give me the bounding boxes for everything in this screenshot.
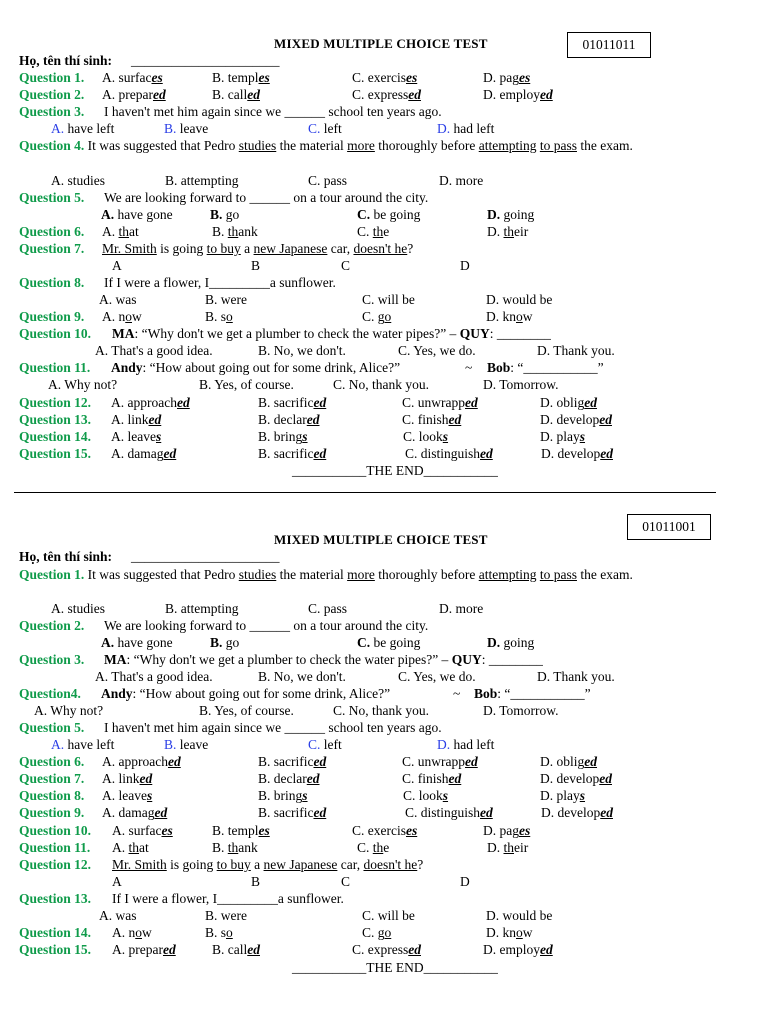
options-row	[0, 873, 768, 890]
option-d: D. Tomorrow.	[483, 703, 559, 718]
option-b: B. leave	[164, 737, 209, 752]
option-c: C. expressed	[352, 942, 421, 957]
question-label: Question 2.	[19, 87, 85, 102]
option-b: B. go	[210, 207, 240, 222]
question-text: Andy: “How about going out for some drink, Alice?”	[111, 360, 401, 375]
question-label: Question 11.	[19, 840, 91, 855]
option-d: D. more	[439, 173, 484, 188]
question-label: Question 13.	[19, 412, 92, 427]
question-label: Question 9.	[19, 309, 85, 324]
option-b: B. Yes, of course.	[199, 377, 294, 392]
end-line	[0, 959, 768, 976]
option-c: C. left	[308, 737, 342, 752]
option-a: A. surfaces	[102, 70, 163, 85]
end-line	[0, 462, 768, 479]
options-row	[0, 702, 768, 719]
option-d: D. their	[487, 840, 529, 855]
question-row	[0, 822, 768, 839]
option-d: D. going	[487, 635, 535, 650]
name-line	[0, 52, 768, 69]
option-c: C. will be	[362, 292, 415, 307]
option-b: B. sacrificed	[258, 805, 327, 820]
option-c: C. unwrapped	[402, 754, 478, 769]
option-c: C. left	[308, 121, 342, 136]
option-a: A. have gone	[101, 635, 173, 650]
question-row	[0, 651, 768, 668]
question-label: Question 15.	[19, 942, 92, 957]
option-b: B. called	[212, 87, 260, 102]
option-c: C. go	[362, 309, 392, 324]
question-label: Question 7.	[19, 771, 85, 786]
question-label: Question 5.	[19, 190, 85, 205]
question-text: Mr. Smith is going to buy a new Japanese car, doesn't he?	[102, 241, 414, 256]
option-a: A. That's a good idea.	[95, 343, 213, 358]
option-b: B. so	[205, 309, 233, 324]
question-text: Mr. Smith is going to buy a new Japanese car, doesn't he?	[112, 857, 424, 872]
question-text: If I were a flower, I_________a sunflower.	[104, 275, 336, 290]
options-row	[0, 291, 768, 308]
option-a: A. have gone	[101, 207, 173, 222]
option-d: D. plays	[540, 788, 586, 803]
option-c: C. looks	[403, 429, 449, 444]
option-d: D. Thank you.	[537, 343, 615, 358]
option-d: D. obliged	[540, 754, 598, 769]
question-row	[0, 856, 768, 873]
option-c: C. No, thank you.	[333, 703, 429, 718]
question-row: Question 1. It was suggested that Pedro studies the material more thoroughly before attempting to pass the exam.	[19, 567, 633, 582]
question-label: Question4.	[19, 686, 81, 701]
option-a: A	[112, 258, 122, 273]
option-d: D. know	[486, 309, 533, 324]
option-c: C. pass	[308, 173, 348, 188]
option-b: B. so	[205, 925, 233, 940]
option-c: C. Yes, we do.	[398, 343, 476, 358]
question-label: Question 14.	[19, 429, 92, 444]
option-c: C. be going	[357, 635, 421, 650]
option-c: C. finished	[402, 412, 462, 427]
option-b: B. thank	[212, 224, 258, 239]
option-a: A. Why not?	[34, 703, 104, 718]
option-d: D. had left	[437, 121, 495, 136]
option-d: D. developed	[540, 412, 612, 427]
option-a: A. linked	[102, 771, 153, 786]
option-b: B. go	[210, 635, 240, 650]
option-c: C. unwrapped	[402, 395, 478, 410]
option-c: C. be going	[357, 207, 421, 222]
end-text: ___________THE END___________	[292, 960, 498, 975]
option-b: B. declared	[258, 412, 320, 427]
options-row	[0, 342, 768, 359]
question-label: Question 12.	[19, 395, 92, 410]
option-c: C. distinguished	[405, 446, 493, 461]
option-c: C	[341, 874, 351, 889]
question-row	[0, 103, 768, 120]
test-code: 01011011	[567, 32, 651, 58]
options-row	[0, 376, 768, 393]
question-text: MA: “Why don't we get a plumber to check the water pipes?” – QUY: ________	[104, 652, 543, 667]
question-label: Question 4.	[19, 138, 85, 153]
option-a: A. surfaces	[112, 823, 173, 838]
question-row	[0, 189, 768, 206]
option-a: A. Why not?	[48, 377, 118, 392]
option-d: D. plays	[540, 429, 586, 444]
options-row	[0, 668, 768, 685]
question-label: Question 3.	[19, 652, 85, 667]
option-a: A. studies	[51, 173, 105, 188]
question-row	[0, 69, 768, 86]
question-row	[0, 240, 768, 257]
option-b: B. were	[205, 292, 247, 307]
option-c: C. exercises	[352, 823, 418, 838]
question-label: Question 14.	[19, 925, 92, 940]
option-c: C. Yes, we do.	[398, 669, 476, 684]
tilde-mark: ~	[465, 360, 473, 375]
option-b: B	[251, 874, 261, 889]
option-a: A. leaves	[102, 788, 153, 803]
question-text: We are looking forward to ______ on a tour around the city.	[104, 190, 429, 205]
name-line	[0, 548, 768, 565]
option-d: D. employed	[483, 87, 553, 102]
option-b: B. leave	[164, 121, 209, 136]
option-a: A. linked	[111, 412, 162, 427]
option-a: A. studies	[51, 601, 105, 616]
option-b: B. brings	[258, 788, 308, 803]
option-a: A. damaged	[111, 446, 177, 461]
option-b: B. attempting	[165, 173, 239, 188]
option-d: D	[460, 874, 470, 889]
option-a: A. approached	[111, 395, 190, 410]
question-label: Question 15.	[19, 446, 92, 461]
question-label: Question 6.	[19, 754, 85, 769]
option-a: A. now	[102, 309, 142, 324]
question-label: Question 9.	[19, 805, 85, 820]
option-c: C. expressed	[352, 87, 421, 102]
question-row	[0, 274, 768, 291]
question-row	[0, 804, 768, 821]
option-d: D. employed	[483, 942, 553, 957]
option-b: B	[251, 258, 261, 273]
option-d: D. Thank you.	[537, 669, 615, 684]
option-a: A	[112, 874, 122, 889]
option-a: A. have left	[51, 737, 115, 752]
test-code: 01011001	[627, 514, 711, 540]
option-d: D. their	[487, 224, 529, 239]
question-label: Question 7.	[19, 241, 85, 256]
name-blank: ______________________	[131, 53, 280, 68]
option-d: D. pages	[483, 70, 531, 85]
option-a: A. prepared	[112, 942, 176, 957]
question-label: Question 5.	[19, 720, 85, 735]
question-text: Andy: “How about going out for some drink, Alice?”	[101, 686, 391, 701]
option-a: A. leaves	[111, 429, 162, 444]
question-row	[0, 428, 768, 445]
option-d: D. developed	[541, 446, 613, 461]
question-label: Question 11.	[19, 360, 91, 375]
question-row	[0, 223, 768, 240]
test-title: MIXED MULTIPLE CHOICE TEST	[274, 36, 488, 51]
question-label: Question 6.	[19, 224, 85, 239]
response-text: Bob: “___________”	[474, 686, 591, 701]
question-row	[0, 411, 768, 428]
option-d: D. more	[439, 601, 484, 616]
question-row	[0, 359, 768, 376]
question-row	[0, 685, 768, 702]
question-row	[0, 617, 768, 634]
option-c: C. will be	[362, 908, 415, 923]
option-d: D. Tomorrow.	[483, 377, 559, 392]
question-text: MA: “Why don't we get a plumber to check the water pipes?” – QUY: ________	[112, 326, 551, 341]
name-label: Họ, tên thí sinh:	[19, 53, 113, 68]
question-row: Question 4. It was suggested that Pedro studies the material more thoroughly before attempting to pass the exam.	[19, 138, 633, 153]
option-c: C. distinguished	[405, 805, 493, 820]
option-b: B. called	[212, 942, 260, 957]
name-label: Họ, tên thí sinh:	[19, 549, 113, 564]
option-b: B. declared	[258, 771, 320, 786]
question-text: If I were a flower, I_________a sunflower.	[112, 891, 344, 906]
option-a: A. have left	[51, 121, 115, 136]
option-d: D. developed	[540, 771, 612, 786]
options-row	[0, 172, 768, 189]
option-a: A. approached	[102, 754, 181, 769]
option-d: D	[460, 258, 470, 273]
option-a: A. now	[112, 925, 152, 940]
option-b: B. Yes, of course.	[199, 703, 294, 718]
option-d: D. obliged	[540, 395, 598, 410]
option-d: D. pages	[483, 823, 531, 838]
option-c: C. the	[357, 840, 390, 855]
question-row	[0, 86, 768, 103]
question-row	[0, 839, 768, 856]
option-a: A. prepared	[102, 87, 166, 102]
option-a: A. damaged	[102, 805, 168, 820]
response-text: Bob: “___________”	[487, 360, 604, 375]
question-label: Question 12.	[19, 857, 92, 872]
option-d: D. know	[486, 925, 533, 940]
option-a: A. That's a good idea.	[95, 669, 213, 684]
option-d: D. going	[487, 207, 535, 222]
options-row	[0, 736, 768, 753]
option-d: D. would be	[486, 908, 553, 923]
option-c: C. go	[362, 925, 392, 940]
question-label: Question 10.	[19, 326, 92, 341]
option-a: A. was	[99, 292, 137, 307]
test-title: MIXED MULTIPLE CHOICE TEST	[274, 532, 488, 547]
question-text: I haven't met him again since we ______ school ten years ago.	[104, 720, 442, 735]
options-row	[0, 634, 768, 651]
options-row	[0, 206, 768, 223]
options-row	[0, 120, 768, 137]
option-c: C. finished	[402, 771, 462, 786]
option-b: B. temples	[212, 823, 270, 838]
section-divider	[14, 492, 716, 493]
question-row	[0, 325, 768, 342]
option-b: B. brings	[258, 429, 308, 444]
question-label: Question 3.	[19, 104, 85, 119]
question-label: Question 10.	[19, 823, 92, 838]
option-c: C. looks	[403, 788, 449, 803]
question-row	[0, 787, 768, 804]
question-text: We are looking forward to ______ on a tour around the city.	[104, 618, 429, 633]
question-row	[0, 753, 768, 770]
option-b: B. attempting	[165, 601, 239, 616]
name-blank: ______________________	[131, 549, 280, 564]
option-d: D. would be	[486, 292, 553, 307]
question-row	[0, 941, 768, 958]
question-label: Question 8.	[19, 788, 85, 803]
question-row	[0, 770, 768, 787]
question-row	[0, 394, 768, 411]
option-c: C. pass	[308, 601, 348, 616]
option-b: B. sacrificed	[258, 446, 327, 461]
question-row	[0, 924, 768, 941]
option-b: B. No, we don't.	[258, 343, 346, 358]
end-text: ___________THE END___________	[292, 463, 498, 478]
option-b: B. sacrificed	[258, 395, 327, 410]
option-d: D. developed	[541, 805, 613, 820]
question-label: Question 2.	[19, 618, 85, 633]
option-b: B. No, we don't.	[258, 669, 346, 684]
question-label: Question 1.	[19, 70, 85, 85]
option-c: C. the	[357, 224, 390, 239]
question-row	[0, 308, 768, 325]
options-row	[0, 600, 768, 617]
option-d: D. had left	[437, 737, 495, 752]
tilde-mark: ~	[453, 686, 461, 701]
question-row	[0, 445, 768, 462]
option-b: B. were	[205, 908, 247, 923]
option-b: B. temples	[212, 70, 270, 85]
option-a: A. was	[99, 908, 137, 923]
option-a: A. that	[112, 840, 149, 855]
option-b: B. thank	[212, 840, 258, 855]
option-c: C	[341, 258, 351, 273]
options-row	[0, 907, 768, 924]
question-label: Question 8.	[19, 275, 85, 290]
question-row	[0, 719, 768, 736]
option-c: C. exercises	[352, 70, 418, 85]
question-label: Question 1.	[19, 567, 85, 582]
options-row	[0, 257, 768, 274]
question-text: I haven't met him again since we ______ school ten years ago.	[104, 104, 442, 119]
question-label: Question 13.	[19, 891, 92, 906]
question-row	[0, 890, 768, 907]
option-c: C. No, thank you.	[333, 377, 429, 392]
option-b: B. sacrificed	[258, 754, 327, 769]
option-a: A. that	[102, 224, 139, 239]
